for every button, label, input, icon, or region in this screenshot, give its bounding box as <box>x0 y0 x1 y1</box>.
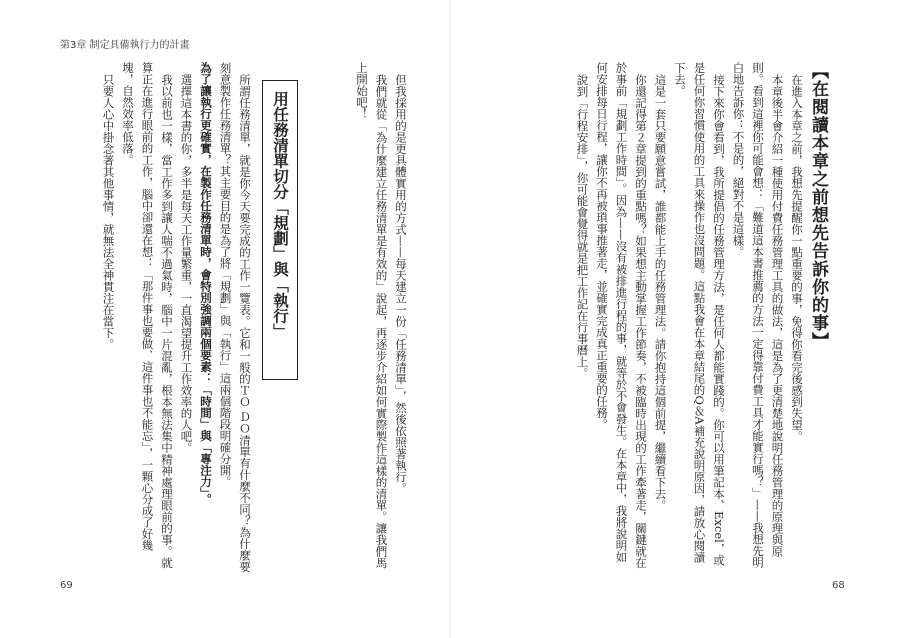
paragraph: 接下來你會看到，我所提倡的任務管理方法，是任何人都能實踐的。你可以用筆記本、Excel，或是任何你習慣使用的工具來操作也沒問題。這點我會在本章結尾的Q＆A補充說明原因，請放心閱讀下去。 <box>673 62 726 566</box>
paragraph: 只要人心中掛念著其他事情，就無法全神貫注在當下。 <box>101 73 116 350</box>
paragraph: 這是一套只要願意嘗試，誰都能上手的任務管理法。請你抱持這個前提，繼續看下去。 <box>653 73 668 511</box>
paragraph: 我們就從「為什麼建立任務清單是有效的」說起，再逐步介紹如何實際製作這樣的清單。讓我們馬上開始吧！ <box>355 62 389 568</box>
paragraph: 本章後半會介紹一種使用付費任務管理工具的做法，這是為了更清楚地說明任務管理的原理與原則。看到這裡你可能會想：「難道這本書推薦的方法一定得靠付費工具才能實行嗎？」——我想先明白地告訴你：不是的，絕對不是這樣。 <box>731 62 785 568</box>
paragraph: 你還記得第２章提到的重點嗎？如果想主動掌握工作節奏，不被臨時出現的工作牽著走，關鍵就在於事前「規劃工作時間」。因為——沒有被排進行程的事，就等於不會發生。在本章中，我將說明如何安排每日行程，讓你不再被瑣事推著走，並確實完成真正重要的任務。 <box>595 62 648 568</box>
running-head: 第3章 制定具備執行力的計畫 <box>60 40 190 51</box>
right-page-body <box>572 62 806 572</box>
paragraph: 選擇這本書的你，多半是每天工作量繁重，一直渴望提升工作效率的人吧。 <box>179 73 194 453</box>
paragraph: 我以前也一樣，當工作多到讓人喘不過氣時，腦中一片混亂，根本無法集中精神處理眼前的事。就算正在進行眼前的工作，腦中卻還在想：「那件事也要做、這件事也不能忘」，一顆心分成了好幾塊，自然效率低落。 <box>121 62 174 568</box>
bold-paragraph: 為了讓執行更確實，在製作任務清單時，會特別強調兩個要素：「時間」與「專注力」。 <box>199 62 213 505</box>
paragraph: 但我採用的是更具體實用的方式——每天建立一份「任務清單」，然後依照著執行。 <box>394 73 408 494</box>
section-heading: 【在閱讀本章之前想先告訴你的事】 <box>808 62 828 350</box>
paragraph: 在進入本章之前，我想先提醒你一點重要的事，免得你看完後感到失望。 <box>790 73 804 442</box>
book-gutter <box>449 0 451 638</box>
left-page-intro <box>310 62 410 572</box>
paragraph: 說到「行程安排」，你可能會覺得就是把工作記在行事曆上。 <box>575 73 590 379</box>
subheading-box <box>262 80 298 380</box>
left-page-body <box>56 62 254 572</box>
paragraph: 所謂任務清單，就是你今天要完成的工作一覽表。它和一般的ＴＯ ＤＯ清單有什麼不同？為什麼要刻意製作任務清單？其主要目的是為了將「規劃」與「執行」這兩個階段明確分開。 <box>218 62 252 572</box>
page-number-left: 69 <box>60 580 73 591</box>
subheading-title: 用任務清單切分「規劃」與「執行」 <box>271 91 289 339</box>
page-number-right: 68 <box>832 580 845 591</box>
